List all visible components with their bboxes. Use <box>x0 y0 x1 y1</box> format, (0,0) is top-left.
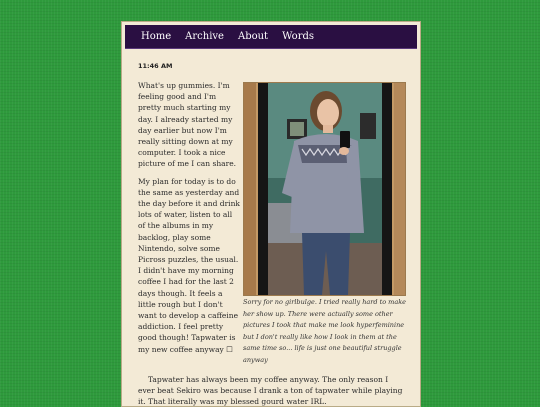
nav-bar <box>125 25 417 49</box>
mirror-selfie-photo <box>243 82 406 296</box>
nav-link-home[interactable]: Home <box>141 31 172 42</box>
nav-link-archive[interactable]: Archive <box>185 31 224 42</box>
post-paragraph: What's up gummies. I'm feeling good and I'm pretty much starting my day. I already started my day earlier but now I'm really sitting down at my computer. I took a nice picture of me I can share. <box>138 81 237 169</box>
post-body-left <box>138 80 240 361</box>
post-timestamp: 11:46 AM <box>138 62 173 70</box>
nav-link-words[interactable]: Words <box>282 31 315 42</box>
nav-link-about[interactable]: About <box>237 31 269 42</box>
post-paragraph: My plan for today is to do the same as yesterday and the day before it and drink lots of water, listen to all of the albums in my backlog, play some Nintendo, solve some Picross puzzles, the usual. I didn't have my morning coffee I had for the last 2 days though. It feels a little rough but I don't want to develop a caffeine addiction. I feel pretty good though! Tapwater is my new coffee anyway ☐ <box>138 176 240 354</box>
photo-caption: Sorry for no girlbulge. I tried really hard to make her show up. There were actually some other pictures I took that make me look hyperfeminine but I don't really like how I look in them at the same time so... life is just one beautiful struggle anyway <box>243 298 407 364</box>
post-paragraph: Tapwater has always been my coffee anyway. The only reason I ever beat Sekiro was because I drank a ton of tapwater while playing it. That literally was my blessed gourd water IRL. <box>138 375 403 407</box>
blog-page <box>121 21 421 407</box>
